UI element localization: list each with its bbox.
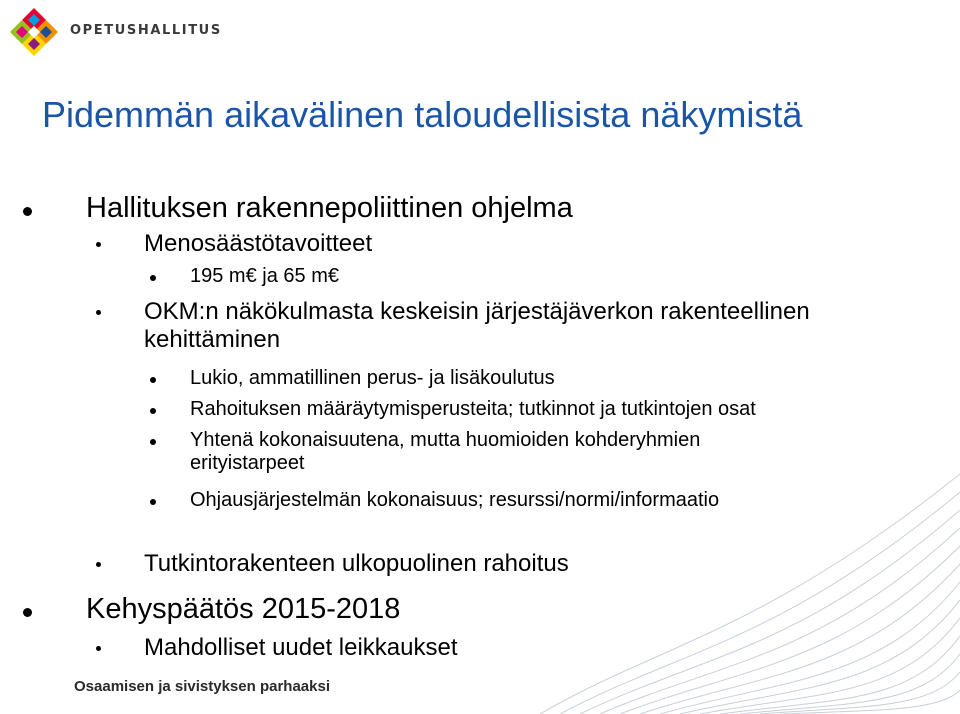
bullet-level3: Ohjausjärjestelmän kokonaisuus; resurssi/normi/informaatio bbox=[190, 489, 720, 511]
decorative-waves bbox=[540, 414, 960, 714]
wave-line bbox=[660, 582, 960, 714]
opetushallitus-logo bbox=[8, 6, 60, 58]
bullet-level2: Menosäästötavoitteet bbox=[144, 230, 373, 257]
bullet-level3: Lukio, ammatillinen perus- ja lisäkoulutus bbox=[190, 367, 555, 389]
wave-line bbox=[600, 528, 960, 714]
bullet-level1: Hallituksen rakennepoliittinen ohjelma bbox=[86, 192, 573, 224]
bullet-level1: Kehyspäätös 2015-2018 bbox=[86, 593, 401, 625]
slide-title: Pidemmän aikavälinen taloudellisista näkymistä bbox=[42, 94, 803, 135]
bullet-line: erityistarpeet bbox=[190, 452, 305, 474]
org-name: OPETUSHALLITUS bbox=[70, 23, 222, 38]
bullet-level2: Tutkintorakenteen ulkopuolinen rahoitus bbox=[144, 550, 569, 577]
footer-slogan: Osaamisen ja sivistyksen parhaaksi bbox=[74, 678, 330, 695]
bullet-level3: 195 m€ ja 65 m€ bbox=[190, 265, 339, 287]
wave-line bbox=[760, 672, 960, 714]
bullet-level2 bbox=[144, 298, 810, 354]
wave-line bbox=[540, 474, 960, 714]
wave-line bbox=[560, 492, 960, 714]
bullet-level3: Rahoituksen määräytymisperusteita; tutkinnot ja tutkintojen osat bbox=[190, 398, 756, 420]
wave-line bbox=[680, 600, 960, 714]
bullet-line: OKM:n näkökulmasta keskeisin järjestäjäverkon rakenteellinen bbox=[144, 298, 810, 325]
bullet-line: kehittäminen bbox=[144, 326, 281, 353]
bullet-line: Yhtenä kokonaisuutena, mutta huomioiden kohderyhmien bbox=[190, 429, 701, 451]
wave-line bbox=[580, 510, 960, 714]
wave-line bbox=[700, 618, 960, 714]
bullet-level2: Mahdolliset uudet leikkaukset bbox=[144, 634, 458, 661]
wave-line bbox=[720, 636, 960, 714]
